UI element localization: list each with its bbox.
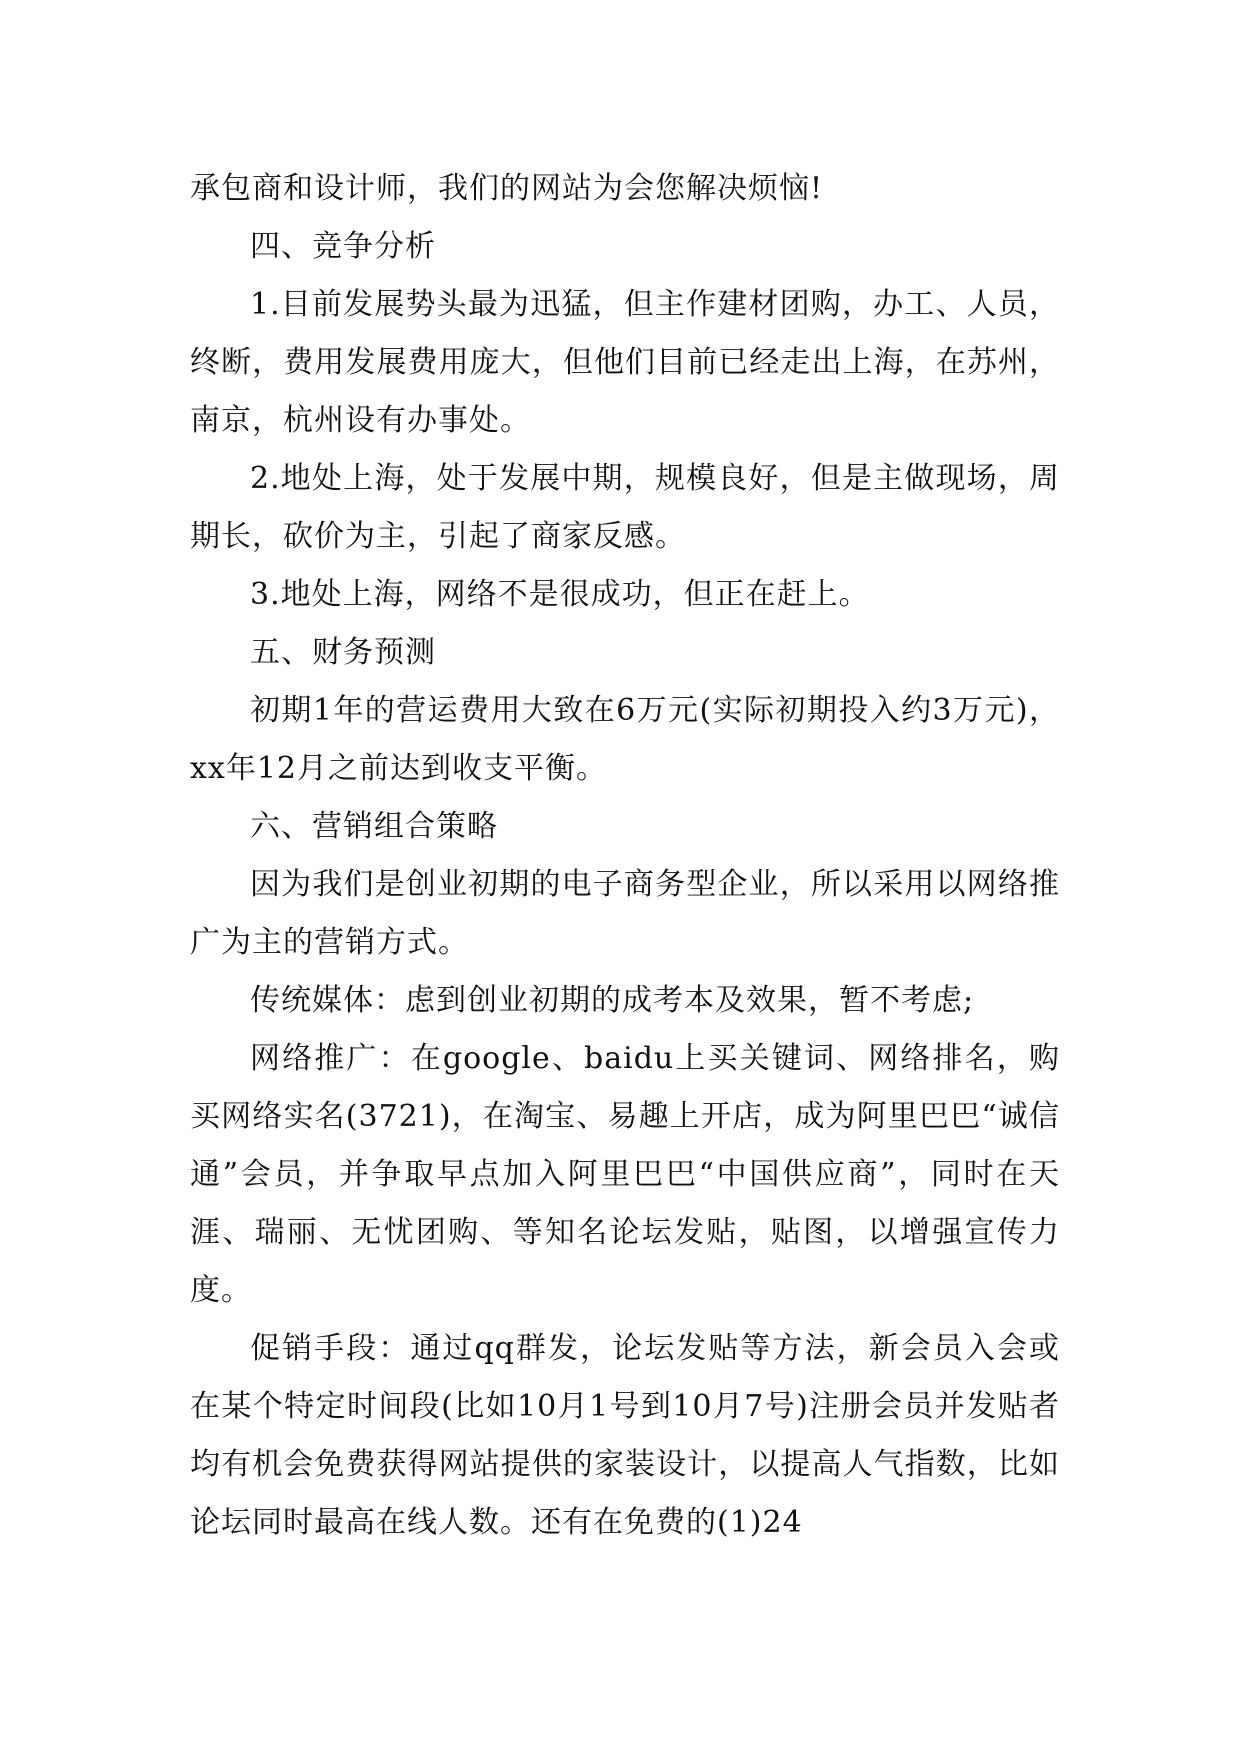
paragraph-marketing-intro: 因为我们是创业初期的电子商务型企业，所以采用以网络推广为主的营销方式。 xyxy=(190,867,1060,960)
paragraph-financial-forecast: 初期1年的营运费用大致在6万元(实际初期投入约3万元)，xx年12月之前达到收支平衡。 xyxy=(190,693,1060,786)
paragraph-competitor-1: 1.目前发展势头最为迅猛，但主作建材团购，办工、人员，终断，费用发展费用庞大，但他们目前已经走出上海，在苏州，南京，杭州设有办事处。 xyxy=(190,287,1060,438)
paragraph-traditional-media: 传统媒体：虑到创业初期的成考本及效果，暂不考虑; xyxy=(250,983,975,1018)
heading-competition-analysis: 四、竞争分析 xyxy=(250,229,436,264)
paragraph-promotion-methods: 促销手段：通过qq群发，论坛发贴等方法，新会员入会或在某个特定时间段(比如10月1号到10月7号)注册会员并发贴者均有机会免费获得网站提供的家装设计，以提高人气指数，比如论坛同时最高在线人数。还有在免费的(1)24 xyxy=(190,1331,1060,1540)
heading-financial-forecast: 五、财务预测 xyxy=(250,635,436,670)
document-body xyxy=(190,160,1060,1552)
paragraph-continuation: 承包商和设计师，我们的网站为会您解决烦恼! xyxy=(190,171,824,206)
paragraph-online-promotion: 网络推广：在google、baidu上买关键词、网络排名，购买网络实名(3721)，在淘宝、易趣上开店，成为阿里巴巴“诚信通”会员，并争取早点加入阿里巴巴“中国供应商”，同时在天涯、瑞丽、无忧团购、等知名论坛发贴，贴图，以增强宣传力度。 xyxy=(190,1041,1060,1308)
paragraph-competitor-2: 2.地处上海，处于发展中期，规模良好，但是主做现场，周期长，砍价为主，引起了商家反感。 xyxy=(190,461,1060,554)
paragraph-competitor-3: 3.地处上海，网络不是很成功，但正在赶上。 xyxy=(250,577,870,612)
heading-marketing-strategy: 六、营销组合策略 xyxy=(250,809,498,844)
